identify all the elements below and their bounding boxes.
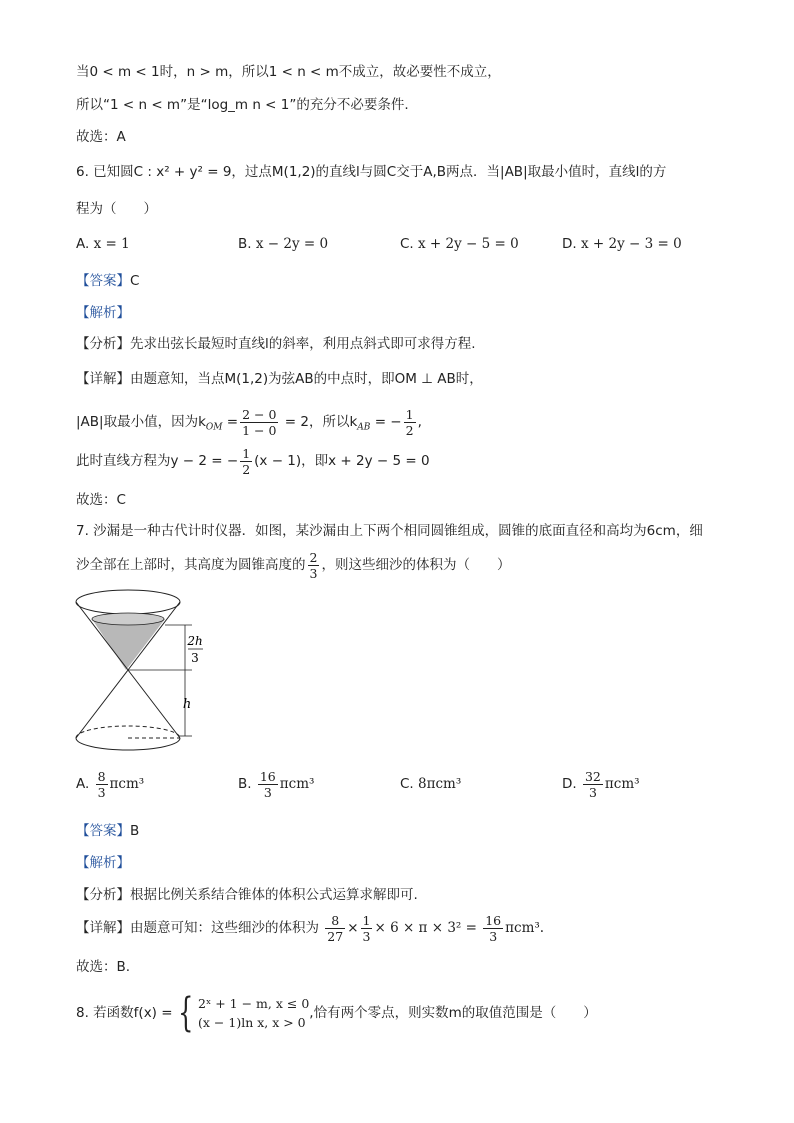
q6-detail-line2: |AB|取最小值，因为$k_{OM}$ = $\frac{2 - 0}{1 - 0}$ = 2，所以$k_{AB}$ = − $\frac{1}{2}$ , [76, 406, 422, 438]
dim-label-num: 2h [187, 634, 203, 648]
q6-detail-line3: 此时直线方程为y − 2 = − $\frac{1}{2}$ (x − 1)，即x + 2y − 5 = 0 [76, 445, 430, 477]
piecewise: { 2ˣ + 1 − m, x ≤ 0 (x − 1)ln x, x > 0 [177, 990, 310, 1036]
line-prev-3: 故选：A [76, 129, 126, 145]
q7-detail: 【详解】由题意可知：这些细沙的体积为 $\frac{8}{27}$ × $\frac{1}{3}$ × 6 × π × 3² = $\frac{16}{3}$ πcm³. [76, 912, 545, 944]
fraction: $\frac{1}{2}$ [405, 406, 414, 438]
sand-ellipse [92, 613, 164, 625]
fraction: $\frac{32}{3}$ [584, 768, 601, 800]
fraction: $\frac{16}{3}$ [259, 768, 276, 800]
q7-stem-line2: 沙全部在上部时，其高度为圆锥高度的 $\frac{2}{3}$ ，则这些细沙的体积为（ ） [76, 549, 511, 581]
q6-option-d: D. x + 2y − 3 = 0 [562, 236, 682, 252]
q7-option-d: D. $\frac{32}{3}$ πcm³ [562, 768, 640, 800]
q7-analysis: 【分析】根据比例关系结合锥体的体积公式运算求解即可. [76, 887, 418, 903]
q6-option-c: C. x + 2y − 5 = 0 [400, 236, 519, 252]
q7-option-a: A. $\frac{8}{3}$ πcm³ [76, 768, 145, 800]
dim-label-h: h [182, 697, 192, 712]
fraction: $\frac{2}{3}$ [309, 549, 318, 581]
q7-option-c: C. 8πcm³ [400, 776, 462, 792]
bottom-ellipse-front [76, 738, 180, 750]
sand-region [92, 619, 165, 670]
hourglass-figure [70, 588, 210, 752]
q6-choose: 故选：C [76, 492, 126, 508]
q7-answer: 【答案】B [76, 823, 140, 839]
q6-jiexi-heading: 【解析】 [76, 305, 130, 321]
q7-option-b: B. $\frac{16}{3}$ πcm³ [238, 768, 315, 800]
q6-option-b: B. x − 2y = 0 [238, 236, 329, 252]
dim-label-den: 3 [191, 651, 199, 665]
q6-option-a: A. x = 1 [76, 236, 130, 252]
fraction: $\frac{8}{27}$ [327, 912, 344, 944]
q6-detail-line1: 【详解】由题意知，当点M(1,2)为弦AB的中点时，即OM ⊥ AB时， [76, 371, 483, 387]
q6-stem-line1: 6. 已知圆C : x² + y² = 9，过点M(1,2)的直线l与圆C交于A,B两点．当|AB|取最小值时，直线l的方 [76, 164, 667, 180]
q7-stem-line1: 7. 沙漏是一种古代计时仪器．如图，某沙漏由上下两个相同圆锥组成，圆锥的底面直径和高均为6cm，细 [76, 523, 703, 539]
line-prev-1: 当0 < m < 1时，n > m，所以1 < n < m不成立，故必要性不成立， [76, 64, 501, 80]
fraction: $\frac{1}{2}$ [242, 445, 251, 477]
fraction: $\frac{8}{3}$ [97, 768, 106, 800]
q8-stem: 8. 若函数f(x) = { 2ˣ + 1 − m, x ≤ 0 (x − 1)ln x, x > 0 ,恰有两个零点，则实数m的取值范围是（ ） [76, 990, 597, 1036]
fraction: $\frac{16}{3}$ [485, 912, 502, 944]
q7-choose: 故选：B. [76, 959, 131, 975]
q6-analysis: 【分析】先求出弦长最短时直线l的斜率，利用点斜式即可求得方程. [76, 336, 476, 352]
bottom-ellipse-back [76, 726, 180, 738]
top-ellipse [76, 590, 180, 614]
fraction: $\frac{2 - 0}{1 - 0}$ [242, 406, 277, 438]
line-prev-2: 所以“1 < n < m”是“log_m n < 1”的充分不必要条件. [76, 97, 409, 113]
fraction: $\frac{1}{3}$ [362, 912, 371, 944]
q6-stem-line2: 程为（ ） [76, 201, 157, 217]
q7-jiexi-heading: 【解析】 [76, 855, 130, 871]
q6-answer: 【答案】C [76, 273, 140, 289]
